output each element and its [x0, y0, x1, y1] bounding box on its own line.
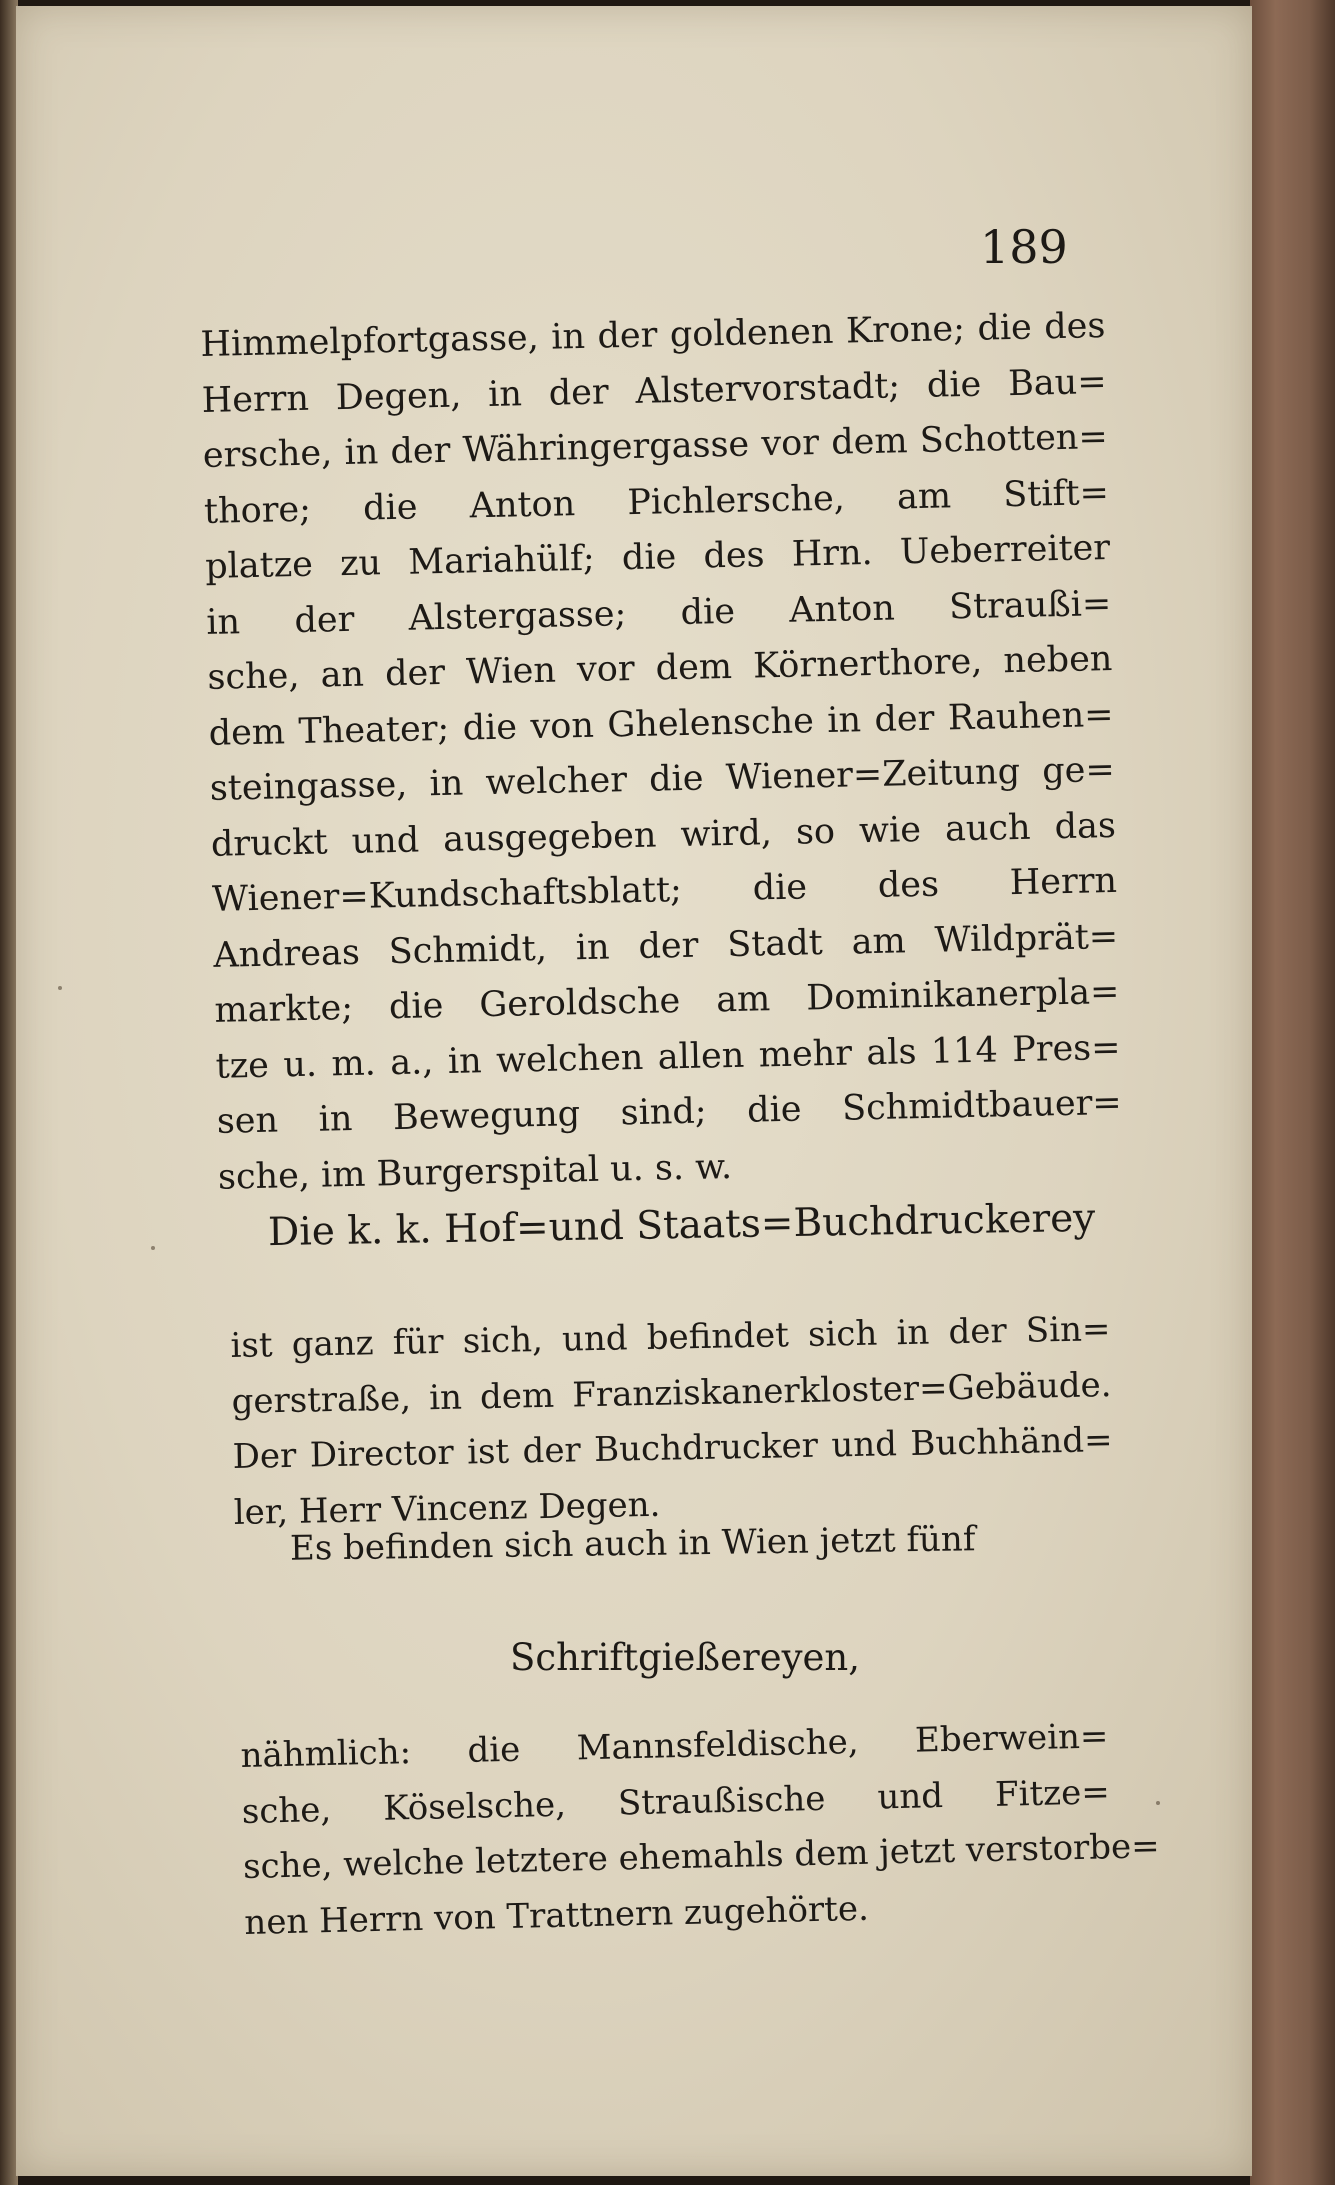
text-line: nähmlich: die Mannsfeldische, Eberwein= — [240, 1716, 1109, 1776]
text-line: Himmelpfortgasse, in der goldenen Krone; die des — [200, 306, 1106, 365]
text-line: sen in Bewegung sind; die Schmidtbauer= — [216, 1082, 1123, 1142]
paragraph-state-printery — [230, 1301, 1114, 1540]
paper-speck — [1156, 1801, 1160, 1805]
text-line: druckt und ausgegeben wird, so wie auch das — [210, 805, 1117, 865]
text-line: sche, im Burgerspital u. s. w. — [217, 1146, 733, 1198]
text-line: dem Theater; die von Ghelensche in der Rauhen= — [208, 694, 1114, 754]
page-fore-edge — [1250, 0, 1335, 2185]
page-number: 189 — [980, 220, 1068, 274]
text-line: Andreas Schmidt, in der Stadt am Wildprät= — [212, 916, 1119, 976]
text-line: sche, welche letztere ehemahls dem jetzt verstorbe= — [242, 1826, 1161, 1887]
text-line: sche, Köselsche, Straußische und Fitze= — [241, 1771, 1111, 1832]
text-line: gerstraße, in dem Franziskanerkloster=Gebäude. — [231, 1364, 1112, 1422]
text-line: sche, an der Wien vor dem Körnerthore, neben — [207, 638, 1113, 698]
text-line: steingasse, in welcher die Wiener=Zeitung ge= — [209, 749, 1116, 809]
intro-sentence-type-foundries: Es befinden sich auch in Wien jetzt fünf — [289, 1519, 976, 1569]
paragraph-printers-list — [200, 299, 1123, 1206]
paper-speck — [151, 1246, 155, 1250]
text-line: ler, Herr Vincenz Degen. — [233, 1484, 661, 1533]
section-heading-type-foundries: Schriftgießereyen, — [510, 1636, 860, 1679]
text-line: ist ganz für sich, und befindet sich in der Sin= — [230, 1309, 1111, 1366]
paper-speck — [58, 986, 62, 990]
text-line: Der Director ist der Buchdrucker und Buchhänd= — [232, 1420, 1113, 1477]
text-line: in der Alstergasse; die Anton Straußi= — [205, 583, 1112, 643]
text-line: Herrn Degen, in der Alstervorstadt; die Bau= — [201, 361, 1107, 421]
text-line: tze u. m. a., in welchen allen mehr als 114 Pres= — [215, 1027, 1121, 1087]
section-heading-state-printery: Die k. k. Hof=und Staats=Buchdruckerey — [267, 1195, 1096, 1256]
paragraph-type-foundries — [240, 1708, 1161, 1950]
text-line: platze zu Mariahülf; die des Hrn. Ueberreiter — [204, 527, 1111, 587]
text-line: nen Herrn von Trattnern zugehörte. — [243, 1888, 870, 1943]
text-line: markte; die Geroldsche am Dominikanerpla= — [214, 971, 1120, 1031]
text-line: ersche, in der Währingergasse vor dem Schotten= — [202, 417, 1109, 476]
text-line: thore; die Anton Pichlersche, am Stift= — [203, 472, 1110, 532]
text-line: Wiener=Kundschaftsblatt; die des Herrn — [211, 860, 1118, 920]
